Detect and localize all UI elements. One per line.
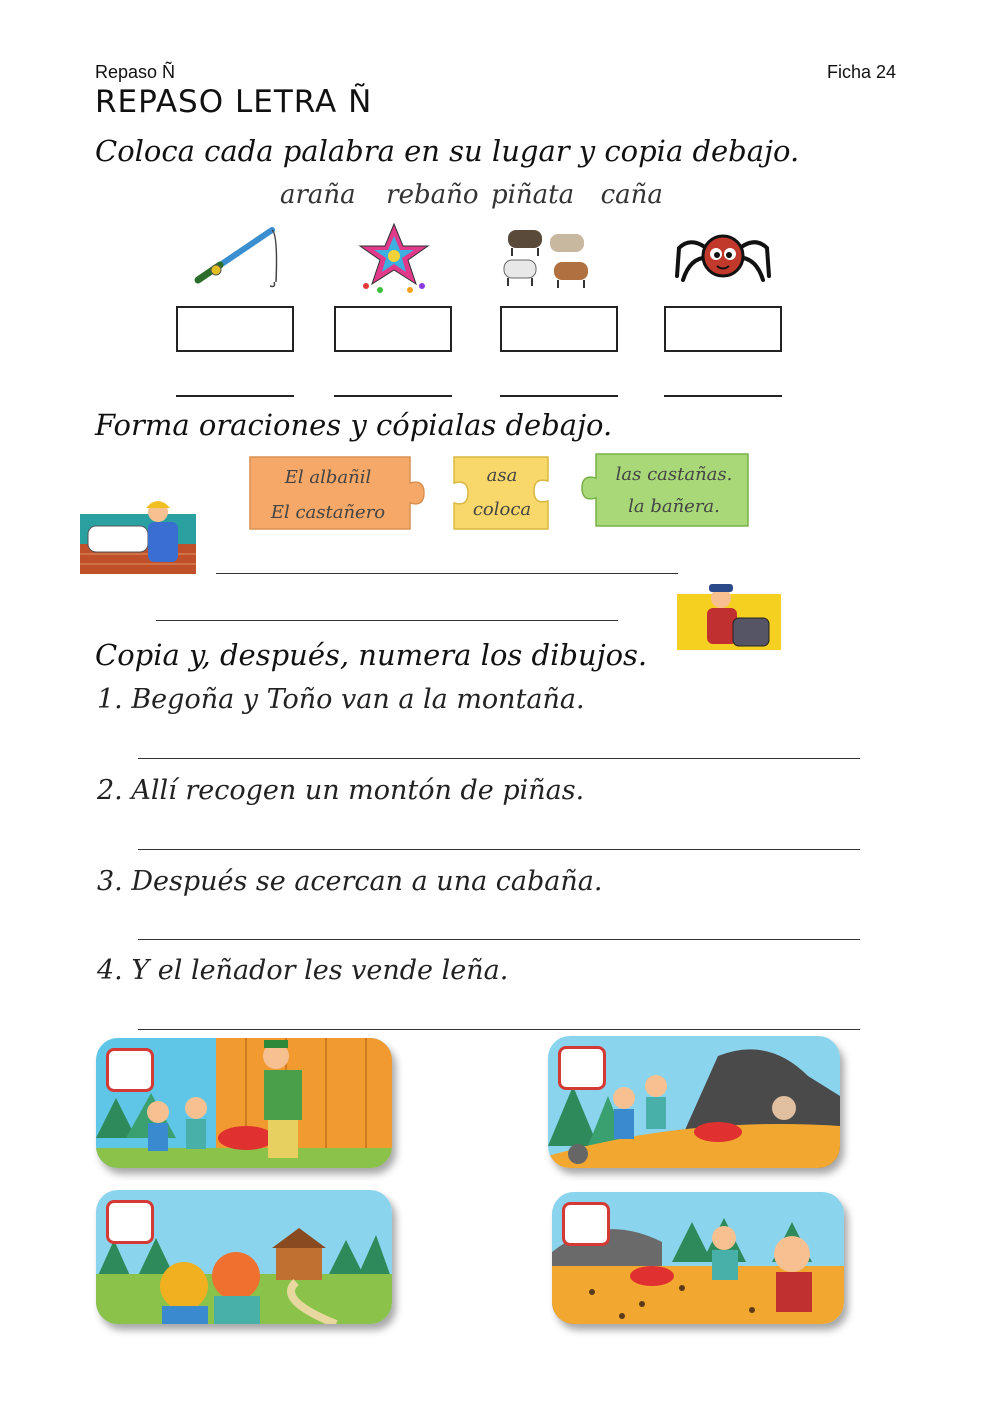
- word-pinata: piñata: [490, 180, 575, 210]
- fishing-rod-icon: [190, 220, 282, 290]
- copy-line-2[interactable]: [334, 395, 452, 397]
- word-arana: araña: [280, 180, 356, 210]
- spider-icon: [673, 224, 773, 290]
- copy-line-sentence-4[interactable]: [138, 1029, 860, 1030]
- sentence-3: 3. Después se acercan a una cabaña.: [97, 866, 603, 897]
- answer-box-2[interactable]: [334, 306, 452, 352]
- word-rebano: rebaño: [386, 180, 479, 210]
- piece3-option-2[interactable]: la bañera.: [628, 496, 720, 517]
- instruction-2: Forma oraciones y cópialas debajo.: [95, 408, 613, 442]
- copy-line-3[interactable]: [500, 395, 618, 397]
- copy-line-sentence-3[interactable]: [138, 939, 860, 940]
- answer-box-3[interactable]: [500, 306, 618, 352]
- answer-box-4[interactable]: [664, 306, 782, 352]
- word-bank: [280, 180, 740, 210]
- pinata-icon: [354, 220, 434, 294]
- copy-line-sentence-1[interactable]: [138, 758, 860, 759]
- piece2-option-2[interactable]: coloca: [472, 499, 532, 520]
- sentence-4: 4. Y el leñador les vende leña.: [97, 955, 509, 986]
- sentence-line-2[interactable]: [156, 620, 618, 621]
- piece2-option-1[interactable]: asa: [486, 465, 518, 486]
- instruction-3: Copia y, después, numera los dibujos.: [95, 638, 648, 672]
- bricklayer-illustration: [80, 494, 196, 574]
- copy-line-1[interactable]: [176, 395, 294, 397]
- copy-line-4[interactable]: [664, 395, 782, 397]
- number-box-woodcutter[interactable]: [106, 1048, 154, 1092]
- number-box-mountain[interactable]: [558, 1046, 606, 1090]
- word-cana: caña: [600, 180, 663, 210]
- piece1-option-2[interactable]: El castañero: [270, 502, 386, 523]
- answer-box-1[interactable]: [176, 306, 294, 352]
- header-left: Repaso Ñ: [95, 62, 176, 82]
- piece3-option-1[interactable]: las castañas.: [615, 464, 733, 485]
- sentence-2: 2. Allí recogen un montón de piñas.: [97, 775, 585, 806]
- number-box-picking[interactable]: [562, 1202, 610, 1246]
- page-title: REPASO LETRA Ñ: [95, 84, 373, 120]
- instruction-1: Coloca cada palabra en su lugar y copia debajo.: [95, 134, 800, 168]
- copy-line-sentence-2[interactable]: [138, 849, 860, 850]
- sentence-line-1[interactable]: [216, 573, 678, 574]
- number-box-cabin[interactable]: [106, 1200, 154, 1244]
- chestnut-seller-illustration: [677, 584, 781, 650]
- sentence-1: 1. Begoña y Toño van a la montaña.: [97, 684, 585, 715]
- piece1-option-1[interactable]: El albañil: [284, 467, 372, 488]
- goats-icon: [498, 220, 594, 290]
- header-right: Ficha 24: [827, 62, 897, 82]
